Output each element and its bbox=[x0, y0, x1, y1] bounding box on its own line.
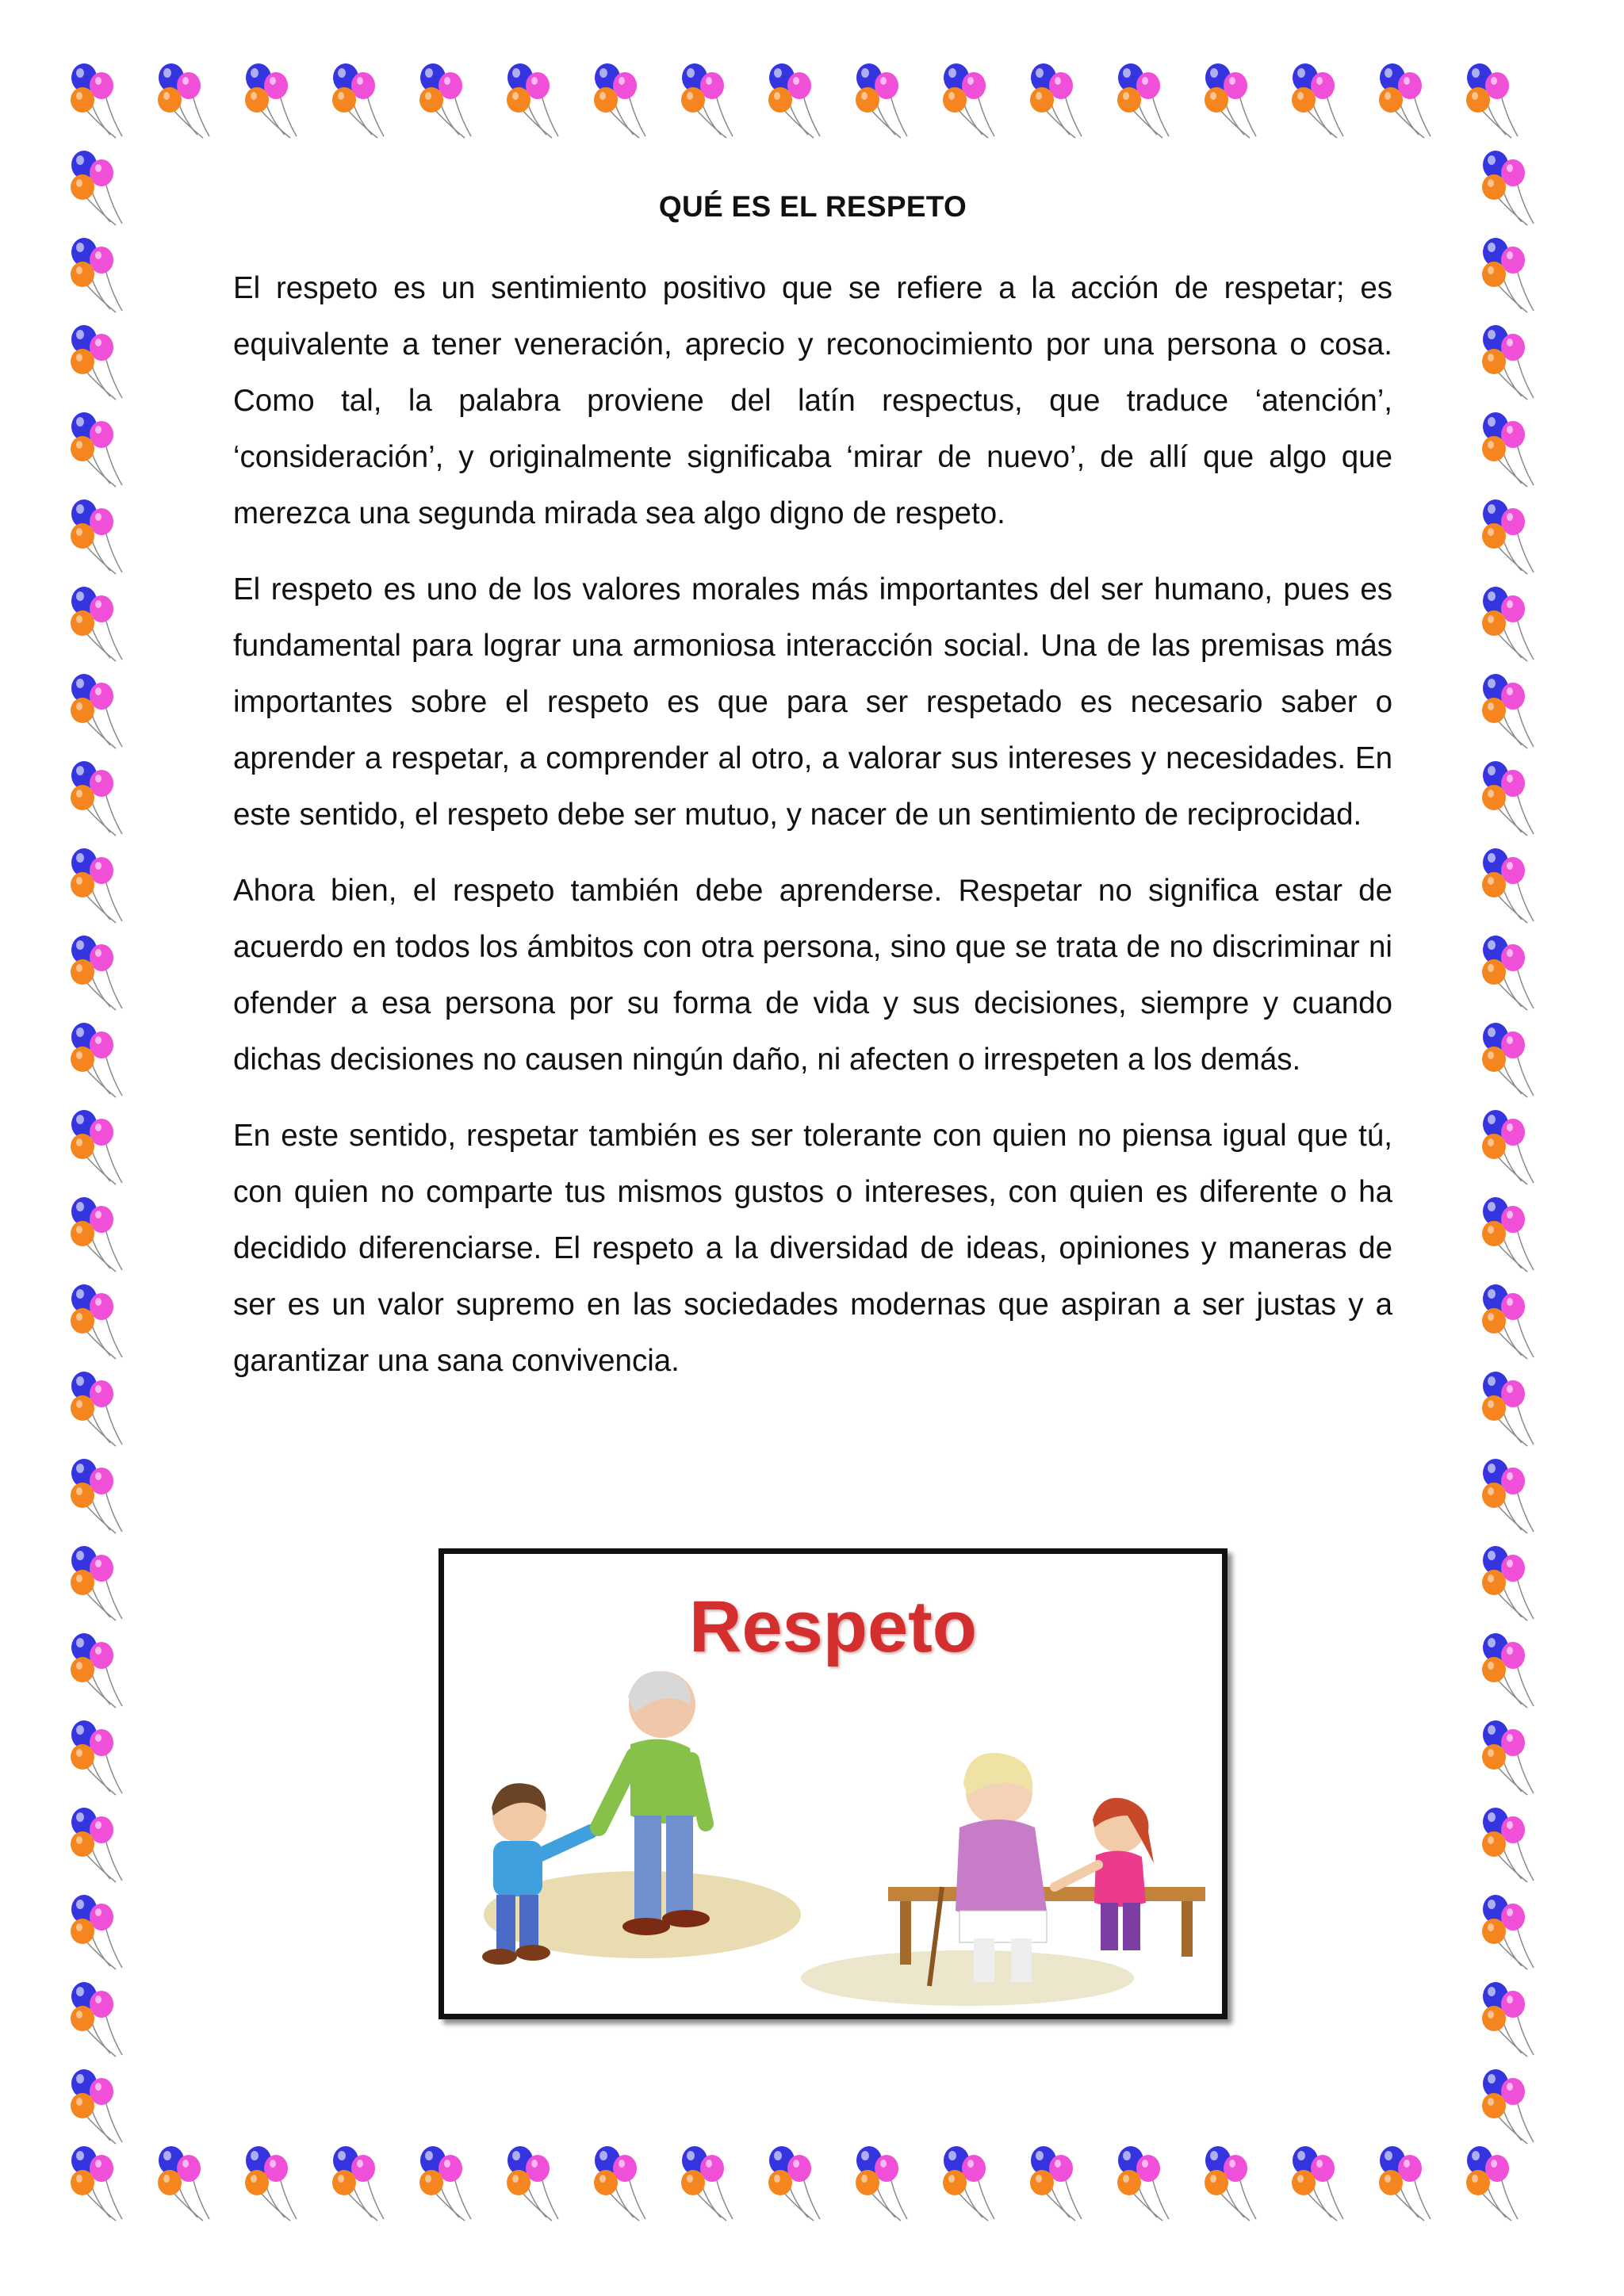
document-title: QUÉ ES EL RESPETO bbox=[658, 190, 967, 223]
balloon-cluster-icon bbox=[1478, 323, 1557, 403]
balloon-cluster-icon bbox=[852, 2145, 931, 2224]
balloon-cluster-icon bbox=[67, 1632, 146, 1711]
balloon-cluster-icon bbox=[1478, 1544, 1557, 1624]
document-body bbox=[233, 190, 1392, 1409]
balloon-cluster-icon bbox=[1478, 1457, 1557, 1536]
balloon-cluster-icon bbox=[939, 2145, 1018, 2224]
balloon-cluster-icon bbox=[1478, 149, 1557, 228]
balloon-cluster-icon bbox=[1288, 2145, 1367, 2224]
ground-shadow-right bbox=[801, 1950, 1134, 2006]
girl-figure bbox=[1055, 1798, 1154, 1950]
balloon-cluster-icon bbox=[1478, 1719, 1557, 1798]
balloon-cluster-icon bbox=[1026, 62, 1105, 141]
balloon-cluster-icon bbox=[416, 62, 495, 141]
balloon-cluster-icon bbox=[67, 149, 146, 228]
balloon-cluster-icon bbox=[677, 62, 756, 141]
balloon-cluster-icon bbox=[1478, 1632, 1557, 1711]
balloon-cluster-icon bbox=[67, 585, 146, 664]
balloon-cluster-icon bbox=[1478, 585, 1557, 664]
balloon-cluster-icon bbox=[154, 62, 233, 141]
balloon-cluster-icon bbox=[67, 847, 146, 926]
illustration-caption: Respeto bbox=[689, 1586, 977, 1667]
balloon-cluster-icon bbox=[1375, 2145, 1454, 2224]
balloon-cluster-icon bbox=[154, 2145, 233, 2224]
balloon-cluster-icon bbox=[1478, 236, 1557, 316]
paragraph-2: El respeto es uno de los valores morales más importantes del ser humano, pues es fundamental para lograr una armoniosa interacción social. Una de las premisas más importantes sobre el respeto es que para ser respetado es necesario saber o aprender a respetar, a comprender al otro, a valorar sus intereses y necesidades. En este sentido, el respeto debe ser mutuo, y nacer de un sentimiento de reciprocidad. bbox=[233, 572, 1392, 832]
balloon-cluster-icon bbox=[1113, 2145, 1193, 2224]
balloon-cluster-icon bbox=[1478, 847, 1557, 926]
balloon-cluster-icon bbox=[1478, 1893, 1557, 1973]
balloon-cluster-icon bbox=[67, 498, 146, 577]
balloon-cluster-icon bbox=[67, 1108, 146, 1188]
balloon-cluster-icon bbox=[67, 1980, 146, 2060]
balloon-cluster-icon bbox=[1478, 1196, 1557, 1275]
balloon-cluster-icon bbox=[677, 2145, 756, 2224]
balloon-cluster-icon bbox=[1478, 760, 1557, 839]
balloon-cluster-icon bbox=[1026, 2145, 1105, 2224]
balloon-cluster-icon bbox=[590, 2145, 669, 2224]
balloon-cluster-icon bbox=[503, 2145, 582, 2224]
balloon-cluster-icon bbox=[67, 1196, 146, 1275]
balloon-cluster-icon bbox=[1201, 62, 1280, 141]
balloon-cluster-icon bbox=[67, 411, 146, 490]
balloon-cluster-icon bbox=[1478, 1370, 1557, 1449]
balloon-cluster-icon bbox=[67, 1021, 146, 1100]
balloon-cluster-icon bbox=[67, 1370, 146, 1449]
balloon-cluster-icon bbox=[1478, 411, 1557, 490]
balloon-cluster-icon bbox=[1462, 2145, 1542, 2224]
balloon-cluster-icon bbox=[67, 236, 146, 316]
balloon-cluster-icon bbox=[67, 1544, 146, 1624]
balloon-cluster-icon bbox=[241, 2145, 320, 2224]
balloon-cluster-icon bbox=[1201, 2145, 1280, 2224]
balloon-cluster-icon bbox=[67, 62, 146, 141]
paragraph-4: En este sentido, respetar también es ser tolerante con quien no piensa igual que tú, con quien no comparte tus mismos gustos o intereses, con quien es diferente o ha decidido diferenciarse. El respeto a la diversidad de ideas, opiniones y maneras de ser es un valor supremo en las sociedades modernas que aspiran a ser justas y a garantizar una sana convivencia. bbox=[233, 1119, 1392, 1378]
balloon-cluster-icon bbox=[1478, 1980, 1557, 2060]
balloon-cluster-icon bbox=[1478, 1108, 1557, 1188]
balloon-cluster-icon bbox=[1113, 62, 1193, 141]
balloon-cluster-icon bbox=[1478, 1021, 1557, 1100]
respect-illustration bbox=[439, 1548, 1228, 2019]
balloon-cluster-icon bbox=[764, 62, 844, 141]
balloon-cluster-icon bbox=[1478, 1806, 1557, 1885]
balloon-cluster-icon bbox=[67, 760, 146, 839]
balloon-cluster-icon bbox=[67, 1893, 146, 1973]
balloon-cluster-icon bbox=[1478, 2068, 1557, 2147]
balloon-cluster-icon bbox=[67, 323, 146, 403]
balloon-cluster-icon bbox=[503, 62, 582, 141]
balloon-cluster-icon bbox=[1478, 672, 1557, 752]
balloon-cluster-icon bbox=[1478, 934, 1557, 1013]
balloon-cluster-icon bbox=[1375, 62, 1454, 141]
balloon-cluster-icon bbox=[764, 2145, 844, 2224]
balloon-cluster-icon bbox=[590, 62, 669, 141]
balloon-cluster-icon bbox=[67, 1806, 146, 1885]
balloon-cluster-icon bbox=[1288, 62, 1367, 141]
balloon-cluster-icon bbox=[67, 934, 146, 1013]
balloon-cluster-icon bbox=[416, 2145, 495, 2224]
balloon-cluster-icon bbox=[67, 672, 146, 752]
balloon-cluster-icon bbox=[241, 62, 320, 141]
balloon-cluster-icon bbox=[328, 2145, 408, 2224]
balloon-cluster-icon bbox=[67, 1283, 146, 1362]
balloon-cluster-icon bbox=[1462, 62, 1542, 141]
balloon-cluster-icon bbox=[1478, 498, 1557, 577]
balloon-cluster-icon bbox=[1478, 1283, 1557, 1362]
balloon-cluster-icon bbox=[67, 1719, 146, 1798]
balloon-cluster-icon bbox=[939, 62, 1018, 141]
balloon-cluster-icon bbox=[67, 2068, 146, 2147]
balloon-cluster-icon bbox=[328, 62, 408, 141]
balloon-cluster-icon bbox=[852, 62, 931, 141]
paragraph-1: El respeto es un sentimiento positivo que se refiere a la acción de respetar; es equivalente a tener veneración, aprecio y reconocimiento por una persona o cosa. Como tal, la palabra proviene del latín respectus, que traduce ‘atención’, ‘consideración’, y originalmente significaba ‘mirar de nuevo’, de allí que algo que merezca una segunda mirada sea algo digno de respeto. bbox=[233, 271, 1392, 530]
paragraph-3: Ahora bien, el respeto también debe aprenderse. Respetar no significa estar de acuerdo en todos los ámbitos con otra persona, sino que se trata de no discriminar ni ofender a esa persona por su forma de vida y sus decisiones, siempre y cuando dichas decisiones no causen ningún daño, ni afecten o irrespeten a los demás. bbox=[233, 874, 1392, 1077]
balloon-cluster-icon bbox=[67, 2145, 146, 2224]
balloon-cluster-icon bbox=[67, 1457, 146, 1536]
